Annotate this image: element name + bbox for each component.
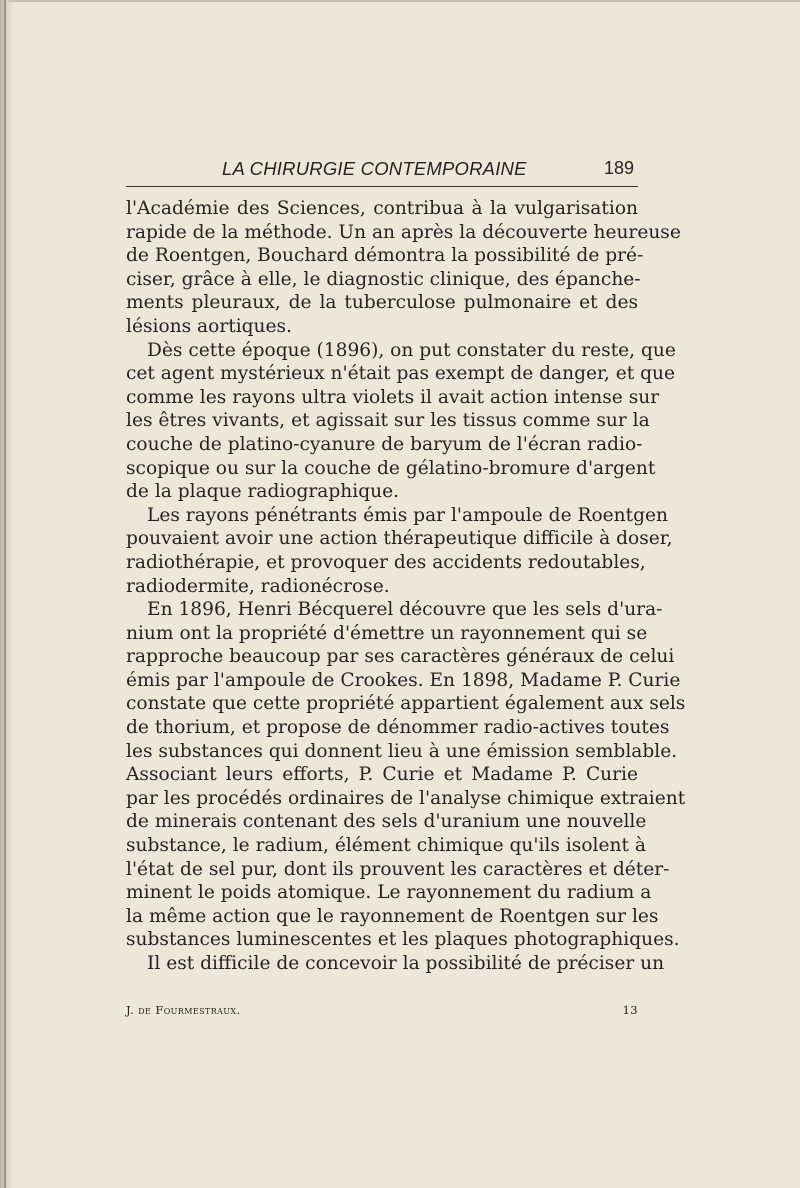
text-line: Dès cette époque (1896), on put constater du reste, que (147, 339, 676, 361)
page-number: 189 (603, 158, 634, 178)
running-header (126, 158, 638, 187)
text-line: l'état de sel pur, dont ils prouvent les caractères et déter- (126, 858, 670, 880)
page-top-edge (0, 0, 800, 2)
text-line: couche de platino-cyanure de baryum de l'écran radio- (126, 433, 643, 455)
text-line: la même action que le rayonnement de Roentgen sur les (126, 905, 659, 927)
text-line: nium ont la propriété d'émettre un rayonnement qui se (126, 622, 648, 644)
text-line: substance, le radium, élément chimique qu'ils isolent à (126, 835, 646, 857)
book-gutter-edge (4, 0, 6, 1188)
text-line: pouvaient avoir une action thérapeutique difficile à doser, (126, 528, 673, 550)
text-line: de thorium, et propose de dénommer radio-actives toutes (126, 717, 670, 739)
text-line: par les procédés ordinaires de l'analyse chimique extraient (126, 787, 686, 809)
text-line: radiothérapie, et provoquer des accidents redoutables, (126, 551, 646, 573)
text-line: substances luminescentes et les plaques photographiques. (126, 929, 680, 951)
text-line: Il est difficile de concevoir la possibilité de préciser un (147, 953, 665, 974)
sheet-number: 13 (622, 1003, 638, 1017)
text-line: En 1896, Henri Bécquerel découvre que les sels d'ura- (147, 599, 663, 621)
text-line: émis par l'ampoule de Crookes. En 1898, Madame P. Curie (126, 669, 681, 691)
text-line: Associant leurs efforts, P. Curie et Madame P. Curie (126, 764, 638, 786)
text-line: de minerais contenant des sels d'uranium une nouvelle (126, 811, 647, 833)
book-gutter-shadow (0, 0, 14, 1188)
text-line: constate que cette propriété appartient également aux sels (126, 693, 686, 715)
text-line: les substances qui donnent lieu à une émission semblable. (126, 740, 678, 762)
text-line: l'Académie des Sciences, contribua à la vulgarisation (126, 198, 638, 219)
text-line: de Roentgen, Bouchard démontra la possibilité de pré- (126, 245, 644, 267)
text-line: ments pleuraux, de la tuberculose pulmonaire et des (126, 292, 638, 314)
text-line: comme les rayons ultra violets il avait action intense sur (126, 386, 660, 408)
text-line: les êtres vivants, et agissait sur les tissus comme sur la (126, 410, 650, 432)
text-line: lésions aortiques. (126, 315, 292, 337)
text-line: de la plaque radiographique. (126, 481, 399, 503)
printer-signature: J. de Fourmestraux. (126, 1003, 241, 1017)
running-title: LA CHIRURGIE CONTEMPORAINE (222, 158, 527, 179)
text-line: scopique ou sur la couche de gélatino-bromure d'argent (126, 457, 656, 479)
text-line: rapproche beaucoup par ses caractères généraux de celui (126, 646, 675, 668)
text-line: minent le poids atomique. Le rayonnement du radium a (126, 882, 652, 904)
text-line: ciser, grâce à elle, le diagnostic clinique, des épanche- (126, 268, 641, 290)
text-line: Les rayons pénétrants émis par l'ampoule de Roentgen (147, 504, 669, 526)
body-text (126, 197, 686, 976)
text-line: radiodermite, radionécrose. (126, 575, 390, 597)
text-line: cet agent mystérieux n'était pas exempt de danger, et que (126, 363, 675, 385)
text-line: rapide de la méthode. Un an après la découverte heureuse (126, 221, 681, 243)
